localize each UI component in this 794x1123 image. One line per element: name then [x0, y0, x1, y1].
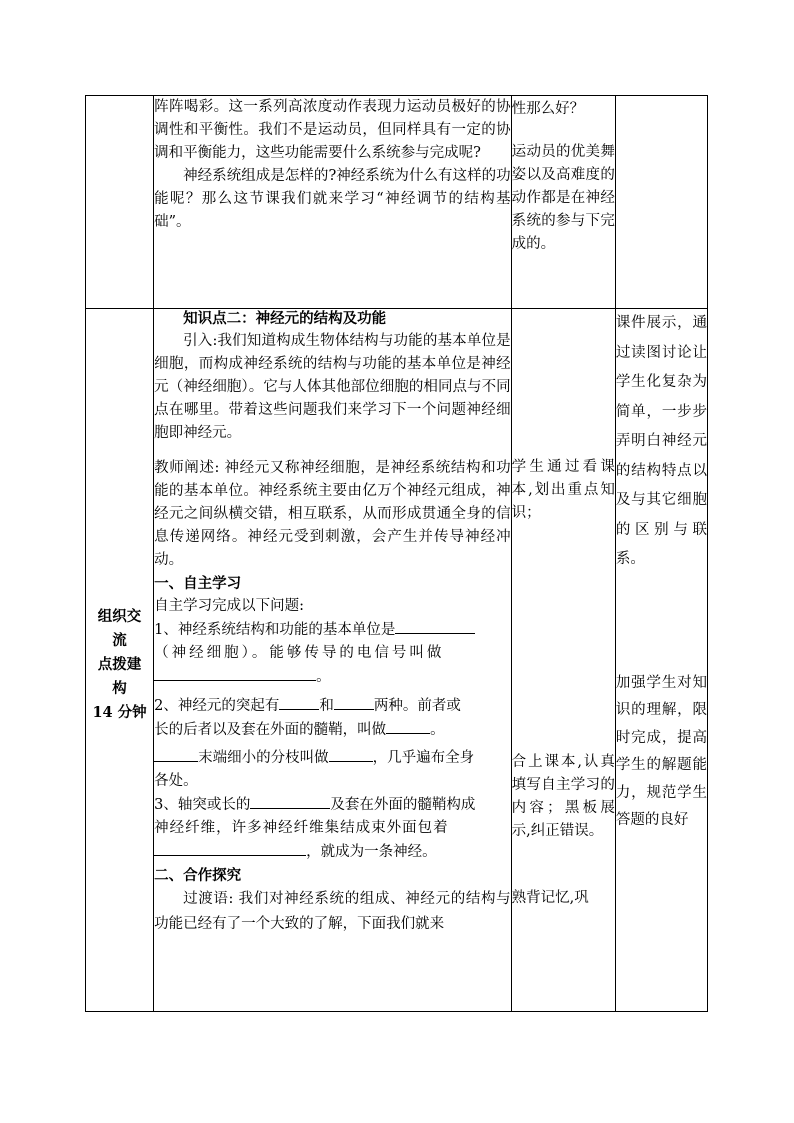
question-text: ，就成为一条神经。: [306, 844, 437, 860]
intent-text: 课件展示，通过读图讨论让学生化复杂为简单，一步步弄明白神经元的结构特点以及与其它细胞的区别与联系。: [615, 315, 707, 567]
question-3-cont: 神经纤维，许多神经纤维集结成束外面包着: [154, 820, 449, 836]
question-1-end: [154, 665, 511, 689]
lesson-plan-table: [85, 95, 708, 1012]
answer-blank[interactable]: [279, 694, 319, 710]
student-text: 熟背记忆,巩: [511, 890, 589, 906]
question-2: [154, 694, 511, 718]
answer-blank[interactable]: [154, 746, 198, 762]
question-2-cont: [154, 746, 511, 770]
intro-paragraph: 引入:我们知道构成生物体结构与功能的基本单位是细胞，而构成神经系统的结构与功能的基本单位是神经元（神经细胞）。它与人体其他部位细胞的相同点与不同点在哪里。带着这些问题我们来学习下一个问题神经细胞即神经元。: [154, 333, 511, 441]
self-study-intro: 自主学习完成以下问题:: [154, 598, 304, 614]
question-text: 长的后者以及套在外面的髓鞘，叫做: [154, 722, 387, 738]
question-text: 2、神经元的突起有: [154, 698, 280, 714]
transition-paragraph: 过渡语: 我们对神经系统的组成、神经元的结构与功能已经有了一个大致的了解，下面我们就来: [154, 891, 511, 932]
question-text: 。: [316, 669, 331, 685]
question-text: 3、轴突或长的: [154, 797, 251, 813]
answer-blank[interactable]: [329, 746, 373, 762]
student-activity-cell: [511, 96, 615, 309]
question-text: 及套在外面的髓鞘构成: [330, 797, 476, 813]
answer-blank[interactable]: [154, 840, 306, 856]
question-2-end: 各处。: [154, 773, 198, 789]
question-2-cont: [154, 718, 511, 742]
student-text: 运动员的优美舞姿以及高难度的动作都是在神经系统的参与下完成的。: [511, 144, 615, 252]
answer-blank[interactable]: [250, 793, 330, 809]
student-text: 合上课本,认真填写自主学习的内容；黑板展示,纠正错误。: [511, 754, 615, 839]
question-text: ，几乎遍布全身: [372, 750, 475, 766]
stage-label: 构: [112, 680, 127, 697]
content-paragraph: 阵阵喝彩。这一系列高浓度动作表现力运动员极好的协调性和平衡性。我们不是运动员，但同样具有一定的协调和平衡能力，这些功能需要什么系统参与完成呢?: [154, 99, 511, 161]
table-row: [86, 96, 708, 309]
design-intent-cell: [615, 309, 707, 1012]
teacher-paragraph: 教师阐述: 神经元又称神经细胞，是神经系统结构和功能的基本单位。神经系统主要由亿万个神经元组成，神经元之间纵横交错，相互联系，从而形成贯通全身的信息传递网络。神经元受到刺激，会产生并传导神经冲动。: [154, 460, 511, 568]
question-3-end: [154, 840, 511, 864]
intent-cell-empty: [615, 96, 707, 309]
intent-text: 加强学生对知识的理解，限时完成，提高学生的解题能力，规范学生答题的良好: [615, 674, 707, 828]
question-text: 。: [430, 722, 445, 738]
stage-label: 流: [112, 632, 127, 649]
section-title-self-study: 一、自主学习: [154, 575, 242, 592]
question-text: 两种。前者或: [373, 698, 461, 714]
content-paragraph: 神经系统组成是怎样的?神经系统为什么有这样的功能呢？那么这节课我们就来学习“神经调节的结构基础”。: [154, 168, 511, 230]
stage-duration: 14 分钟: [92, 704, 147, 721]
question-text: 末端细小的分枝叫做: [198, 750, 329, 766]
stage-label: 组织交: [97, 608, 142, 625]
answer-blank[interactable]: [395, 618, 475, 634]
knowledge-point-title: 知识点二：神经元的结构及功能: [183, 310, 387, 327]
student-text: 性那么好？: [511, 101, 585, 117]
stage-label: 点拨建: [97, 656, 142, 673]
stage-cell-empty: [86, 96, 154, 309]
student-text: 学生通过看课本,划出重点知识；: [511, 459, 615, 521]
content-cell: [154, 96, 512, 309]
answer-blank[interactable]: [334, 694, 374, 710]
question-1-cont: （神经细胞）。能够传导的电信号叫做: [154, 645, 445, 661]
content-cell: [154, 309, 512, 1012]
question-text: 和: [319, 698, 334, 714]
question-3: [154, 793, 511, 817]
question-1: [154, 618, 511, 642]
question-text: 1、神经系统结构和功能的基本单位是: [154, 622, 396, 638]
answer-blank[interactable]: [386, 718, 430, 734]
answer-blank[interactable]: [154, 665, 316, 681]
stage-cell: [86, 309, 154, 1012]
table-row: [86, 309, 708, 1012]
section-title-cooperative: 二、合作探究: [154, 867, 242, 884]
student-activity-cell: [511, 309, 615, 1012]
